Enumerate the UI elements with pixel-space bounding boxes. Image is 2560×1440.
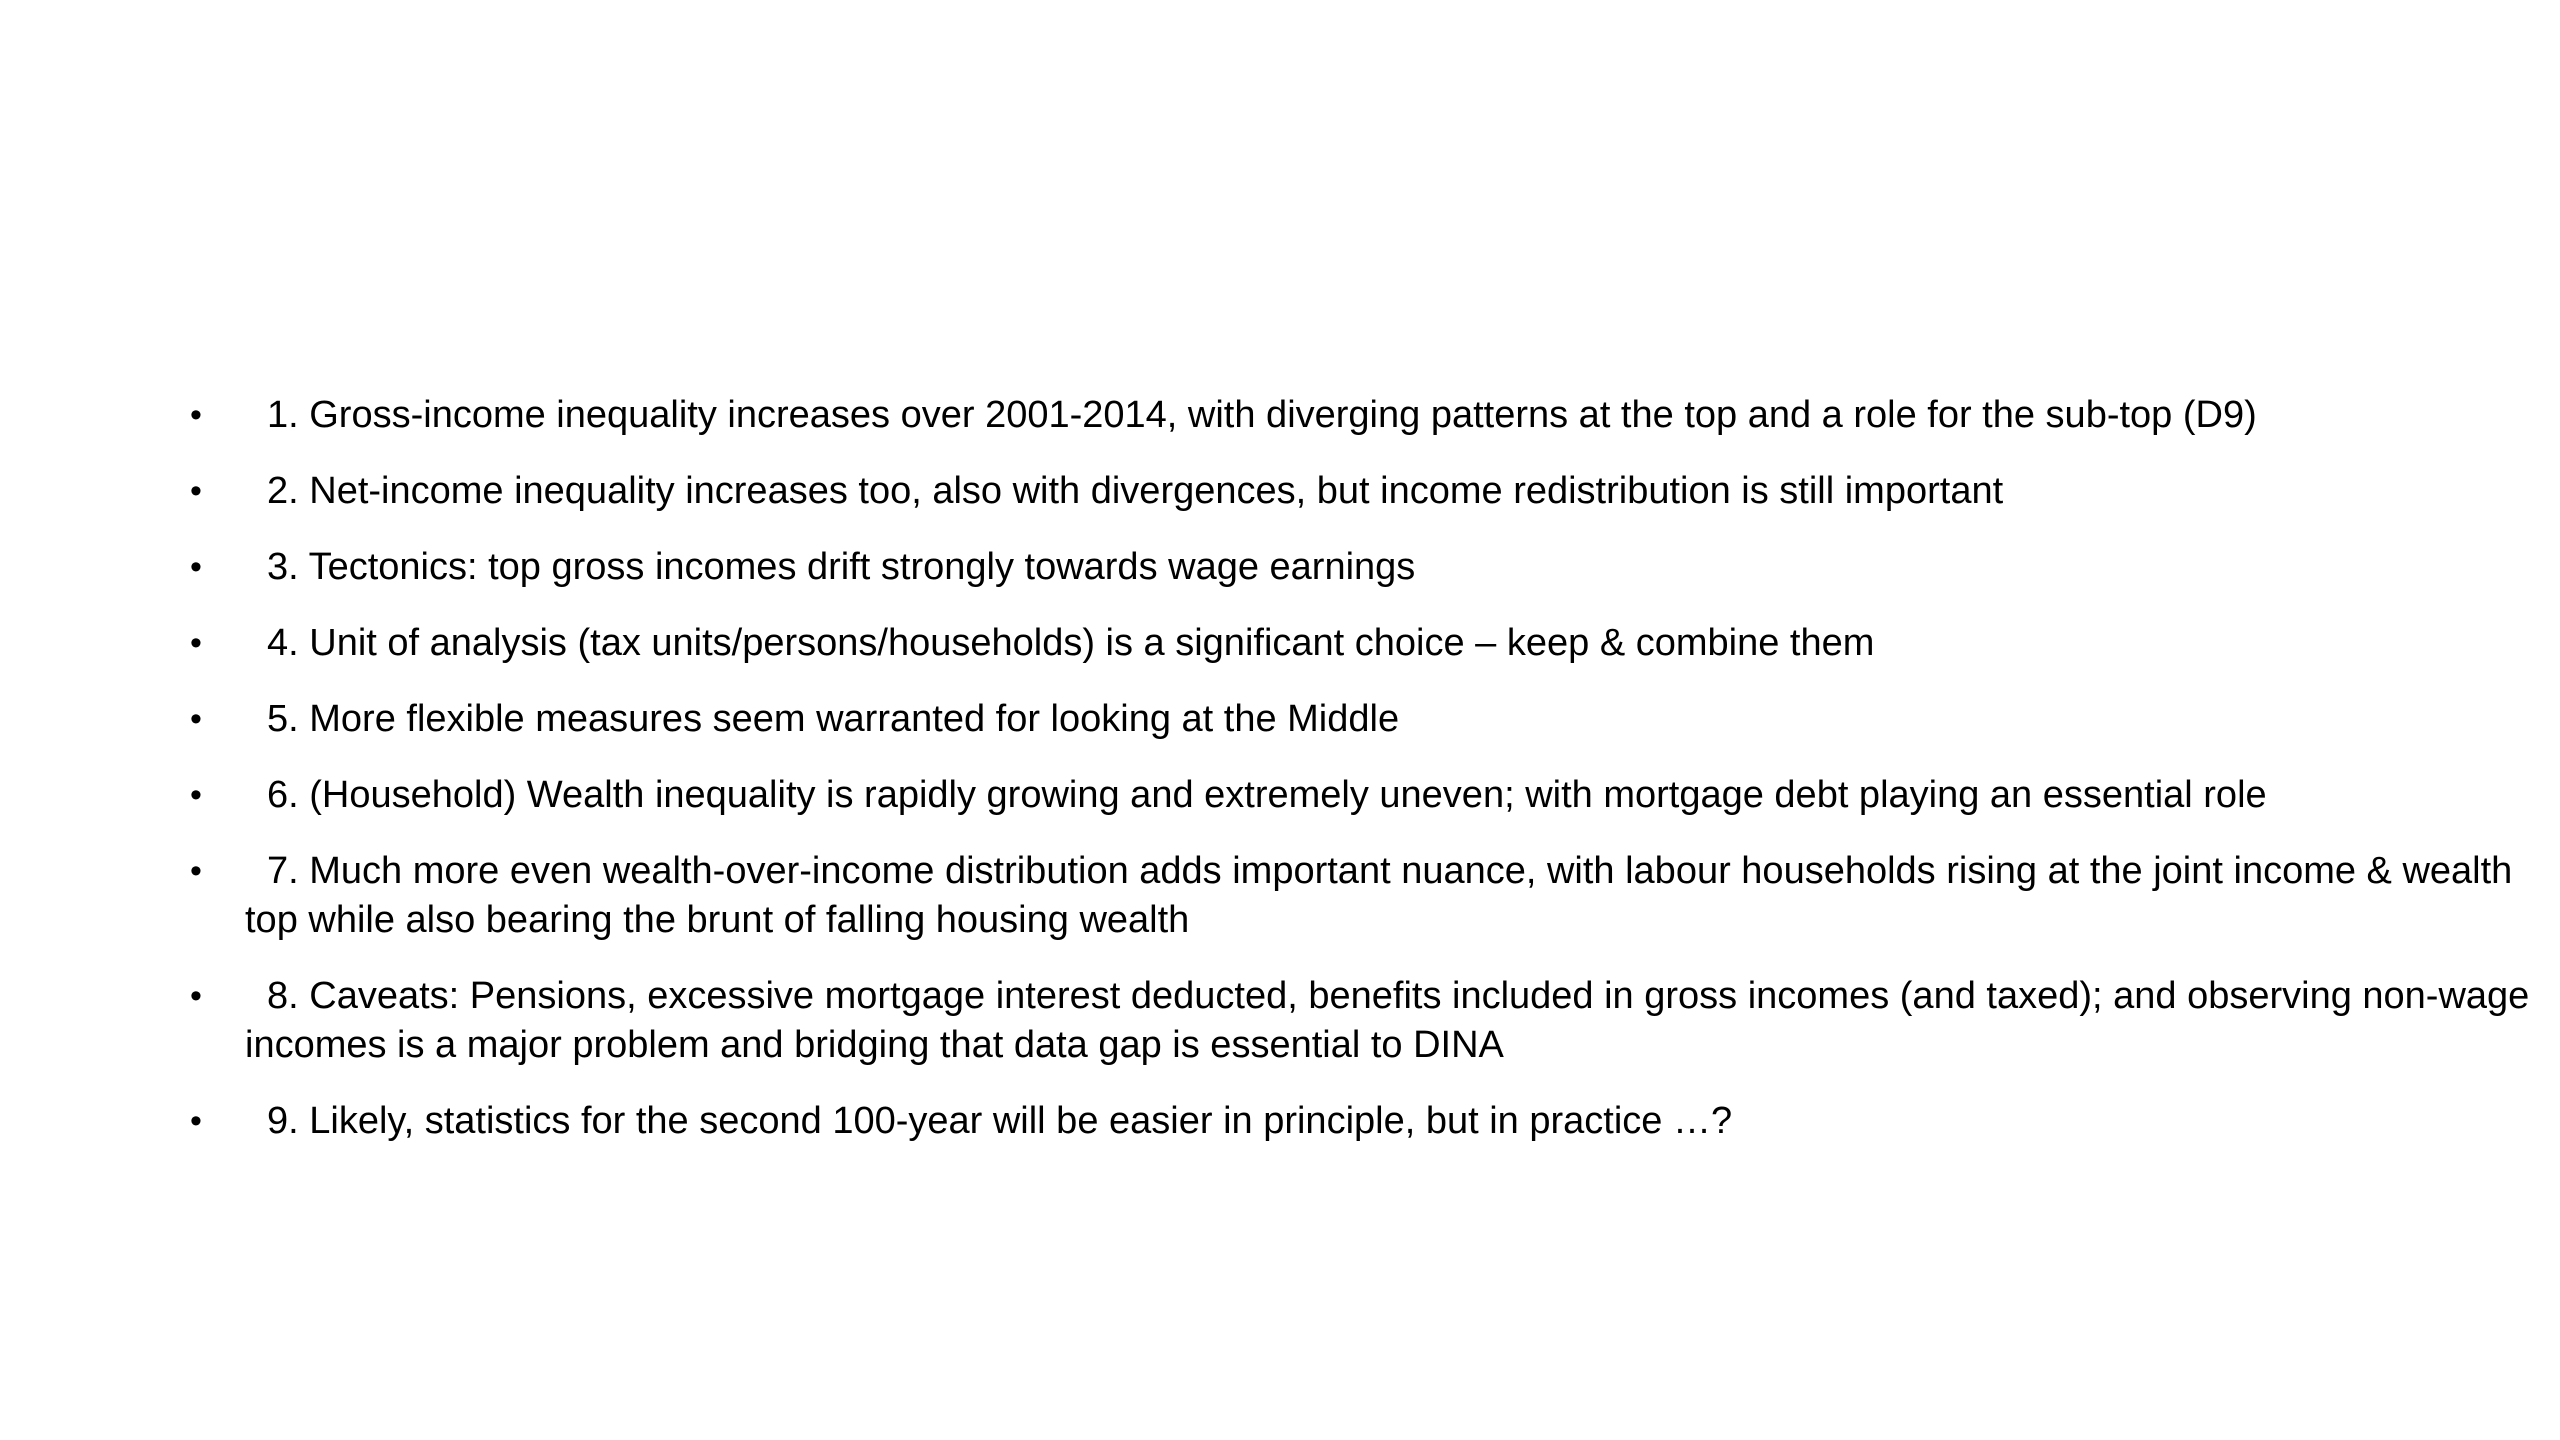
list-item-text: 9. Likely, statistics for the second 100-year will be easier in principle, but in practice …? xyxy=(267,1100,1733,1142)
conclusions-list xyxy=(190,391,2530,1173)
list-item xyxy=(190,695,2530,744)
list-item-text: 7. Much more even wealth-over-income distribution adds important nuance, with labour households rising at the joint income & wealth top while also bearing the brunt of falling housing wealth xyxy=(245,850,2513,941)
list-item xyxy=(190,1097,2530,1146)
list-item-text: 6. (Household) Wealth inequality is rapidly growing and extremely uneven; with mortgage debt playing an essential role xyxy=(267,774,2267,816)
bullet-icon: • xyxy=(190,396,202,434)
list-item xyxy=(190,467,2530,516)
list-item-text: 8. Caveats: Pensions, excessive mortgage interest deducted, benefits included in gross incomes (and taxed); and observing non-wage incomes is a major problem and bridging that data gap is essential to DINA xyxy=(245,975,2530,1066)
list-item xyxy=(190,543,2530,592)
list-item-text: 2. Net-income inequality increases too, also with divergences, but income redistribution is still important xyxy=(267,470,2004,512)
bullet-icon: • xyxy=(190,700,202,738)
bullet-icon: • xyxy=(190,548,202,586)
bullet-icon: • xyxy=(190,776,202,814)
list-item-text: 4. Unit of analysis (tax units/persons/households) is a significant choice – keep & combine them xyxy=(267,622,1875,664)
list-item xyxy=(190,972,2530,1070)
list-item xyxy=(190,391,2530,440)
list-item-text: 5. More flexible measures seem warranted for looking at the Middle xyxy=(267,698,1400,740)
bullet-icon: • xyxy=(190,852,202,890)
list-item-text: 3. Tectonics: top gross incomes drift strongly towards wage earnings xyxy=(267,546,1416,588)
list-item xyxy=(190,619,2530,668)
bullet-icon: • xyxy=(190,472,202,510)
list-item xyxy=(190,771,2530,820)
list-item xyxy=(190,847,2530,945)
list-item-text: 1. Gross-income inequality increases over 2001-2014, with diverging patterns at the top and a role for the sub-top (D9) xyxy=(267,394,2257,436)
bullet-icon: • xyxy=(190,624,202,662)
bullet-icon: • xyxy=(190,977,202,1015)
bullet-icon: • xyxy=(190,1102,202,1140)
